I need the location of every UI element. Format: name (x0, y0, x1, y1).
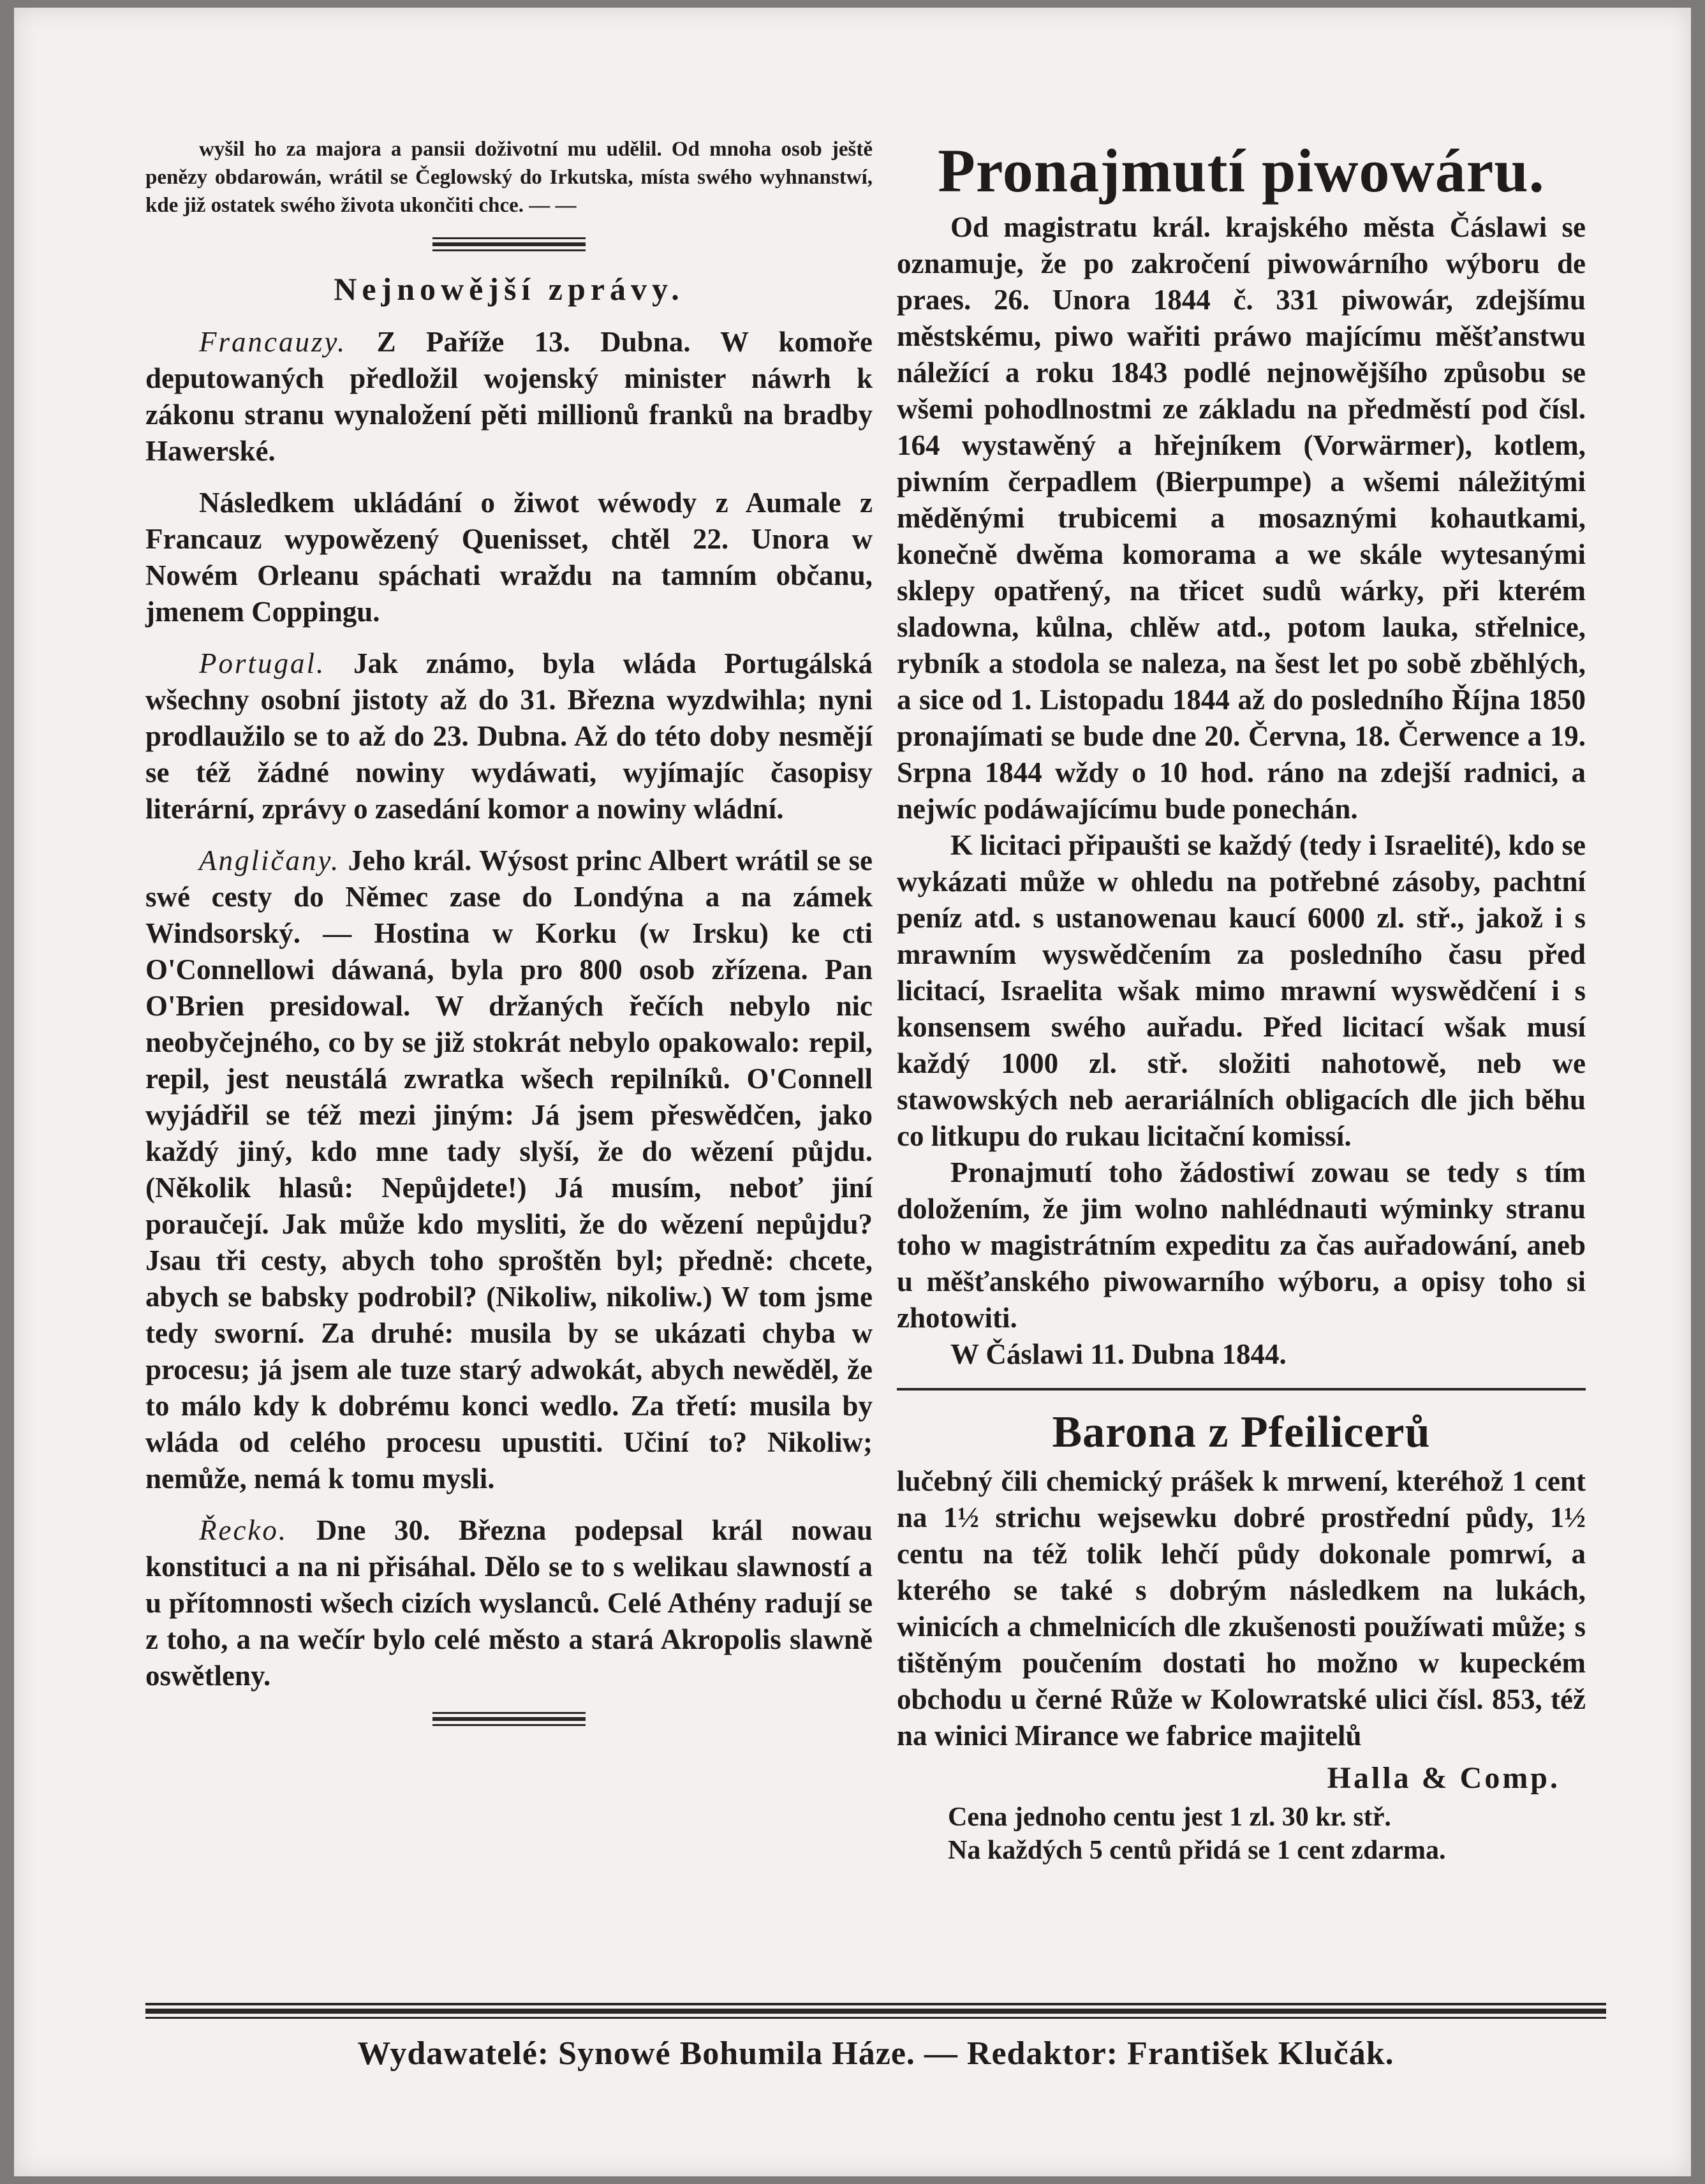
intro-paragraph: wyšil ho za majora a pansii doživotní mu udělil. Od mnoha osob ještě penězy obdarowán, wrátil se Čeglowský do Irkutska, místa swého wyhnanstwí, kde již ostatek swého života ukončiti chce. — — (145, 138, 873, 217)
news-place: Portugal. (199, 647, 326, 679)
news-item-portugal (145, 646, 873, 827)
news-place: Řecko. (199, 1514, 288, 1546)
news-item-quenisset (145, 485, 873, 630)
right-column (897, 135, 1586, 1867)
news-text: Z Paříže 13. Dubna. W komoře deputowaných předložil wojenský minister náwrh k zákonu stranu wynaložení pěti millionů franků na bradby Hawerské. (145, 326, 873, 467)
news-text: Dne 30. Března podepsal král nowau konstituci a na ni přisáhal. Dělo se to s welikau slawností a u přítomnosti wšech cizích wyslanců. Celé Athény radují se z toho, a na wečír bylo celé město a stará Akropolis slawně oswětleny. (145, 1514, 873, 1692)
news-heading: Nejnowější zprávy. (334, 271, 684, 307)
company-signature: Halla & Comp. (1327, 1761, 1560, 1795)
news-item-england (145, 843, 873, 1497)
left-column (145, 135, 873, 1745)
separator (432, 237, 586, 251)
brewery-title: Pronajmutí piwowáru. (938, 136, 1545, 205)
newspaper-page (14, 8, 1691, 2176)
brewery-paragraph: K licitaci připaušti se každý (tedy i Israelité), kdo se wykázati může w ohledu na potřebné zásoby, pachtní peníz atd. s ustanowenau kaucí 6000 zl. stř., jakož i s mrawním wyswědčením za posledního času před licitací, Israelita wšak mimo mrawní wyswědčení i s konsensem swého auřadu. Před licitací wšak musí každý 1000 zl. stř. složiti nahotowě, neb we stawowských neb aerariálních obligacích dle jich běhu co litkupu do rukau licitační komissí. (897, 829, 1586, 1152)
fertilizer-title: Barona z Pfeilicerů (1052, 1408, 1431, 1457)
news-text: Jak známo, byla wláda Portugálská wšechny osobní jistoty až do 31. Března wyzdwihla; nyni prodlaužilo se to až do 23. Dubna. Až do této doby nesmějí se též žádné nowiny wydáwati, wyjímajíc časopisy literární, zprávy o zasedání komor a nowiny wládní. (145, 647, 873, 825)
news-text: Následkem ukládání o žiwot wéwody z Aumale z Francauz wypowězený Quenisset, chtěl 22. Unora w Nowém Orleanu spáchati wraždu na tamním občanu, jmenem Coppingu. (145, 487, 873, 628)
divider (897, 1388, 1586, 1391)
news-item-france (145, 324, 873, 469)
brewery-paragraph: Pronajmutí toho žádostiwí zowau se tedy s tím doložením, že jim wolno nahlédnauti wýminky stranu toho w magistrátním expeditu za čas auřadowání, aneb u měšťanského piwowarního wýboru, a opisy toho si zhotowiti. (897, 1156, 1586, 1334)
price-line: Cena jednoho centu jest 1 zl. 30 kr. stř. (948, 1803, 1391, 1832)
brewery-paragraph: Od magistratu král. krajského města Čáslawi se oznamuje, že po zakročení piwowárního wýboru de praes. 26. Unora 1844 č. 331 piwowár, zdejšímu městskému, piwo wařiti práwo majícímu měšťanstwu náležící a roku 1843 podlé nejnowějšího způsobu se wšemi pohodlnostmi ze základu na předměstí pod čísl. 164 wystawěný a hřejníkem (Vorwärmer), kotlem, piwním čerpadlem (Bierpumpe) a wšemi náležitými měděnými trubicemi a mosaznými kohautkami, konečně dwěma komorama a we skále wytesanými sklepy opatřený, na třicet sudů wárky, při kterém sladowna, kůlna, chlěw atd., potom lauka, střelnice, rybník a stodola se naleza, na šest let po sobě zběhlých, a sice od 1. Listopadu 1844 až do posledního Října 1850 pronajímati se bude dne 20. Června, 18. Čerwence a 19. Srpna 1844 wždy o 10 hod. ráno na zdejší radnici, a nejwíc podáwajícímu bude ponechán. (897, 211, 1586, 825)
news-place: Francauzy. (199, 326, 347, 358)
news-item-greece (145, 1512, 873, 1694)
footer-publishers: Wydawatelé: Synowé Bohumila Háze. — Redaktor: František Klučák. (357, 2035, 1394, 2072)
price-line: Na každých 5 centů přidá se 1 cent zdarma. (948, 1836, 1446, 1865)
footer-rules (145, 2003, 1606, 2019)
dateline: W Čáslawi 11. Dubna 1844. (950, 1338, 1287, 1370)
news-place: Angličany. (199, 845, 341, 876)
fertilizer-text: lučebný čili chemický prášek k mrwení, kteréhož 1 cent na 1½ strichu wejsewku dobré prostřední půdy, 1½ centu na též tolik lehčí půdy dokonale pomrwí, a kterého se také s dobrým následkem na lukách, winicích a chmelnicích dle zkušenosti použíwati může; s tištěným poučením dostati ho možno w kupeckém obchodu u černé Růže w Kolowratské ulici čísl. 853, též na winici Mirance we fabrice majitelů (897, 1465, 1586, 1752)
separator (432, 1712, 586, 1726)
news-text: Jeho král. Wýsost princ Albert wrátil se se swé cesty do Němec zase do Londýna a na zámek Windsorský. — Hostina w Korku (w Irsku) ke cti O'Connellowi dáwaná, byla pro 800 osob zřízena. Pan O'Brien presidowal. W držaných řečích nebylo nic neobyčejného, co by se již stokrát nebylo opakowalo: repil, repil, jest neustálá zwratka wšech repilníků. O'Connell wyjádřil se též mezi jiným: Já jsem přeswědčen, jako každý jiný, kdo mne tady slyší, že do wězení půjdu. (Několik hlasů: Nepůjdete!) Já musím, neboť jiní poraučejí. Jak může kdo mysliti, že do wězení nepůjdu? Jsau tři cesty, abych toho sproštěn byl; předně: chcete, abych se babsky podrobil? (Nikoliw, nikoliw.) W tom jsme tedy sworní. Za druhé: musila by se ukázati chyba w procesu; já jsem ale tuze starý adwokát, abych newěděl, že to málo kdy k dobrému konci wedlo. Za třetí: musila by wláda od celého procesu upustiti. Učiní to? Nikoliw; nemůže, nemá k tomu mysli. (145, 845, 873, 1494)
